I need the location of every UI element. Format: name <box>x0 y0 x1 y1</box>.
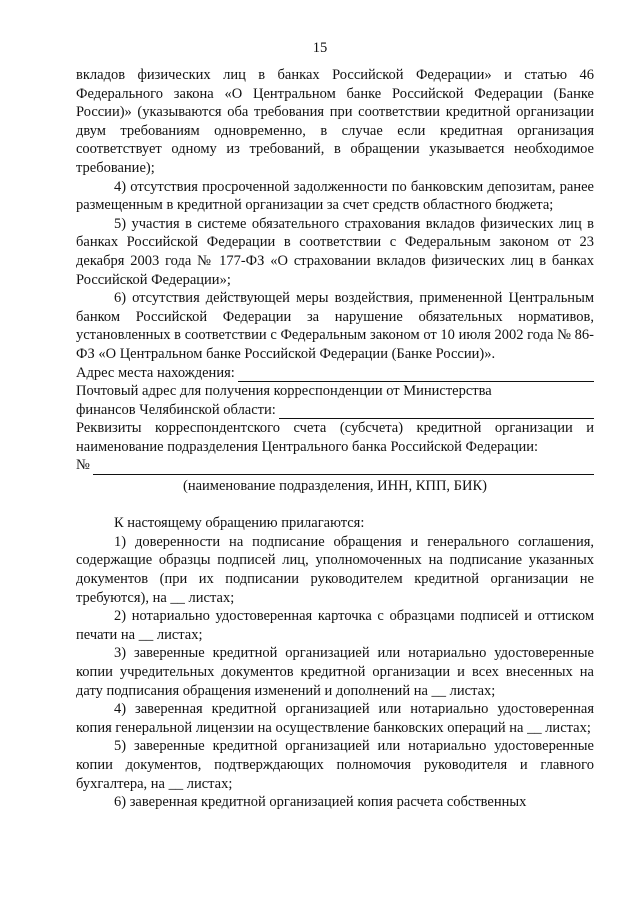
postal-address-field <box>76 401 594 420</box>
number-blank-line <box>93 461 594 475</box>
paragraph-continuation: вкладов физических лиц в банках Российской Федерации» и статью 46 Федерального закона «О Центральном банке Российской Федерации (Банке России)» (указываются оба требования при соответствии кредитной организации двум требованиям одновременно, в случае если кредитная организация соответствует одному из требований, в обращении указывается необходимое требование); <box>76 67 594 176</box>
attachment-item-5: 5) заверенные кредитной организацией или нотариально удостоверенные копии документов, подтверждающих полномочия руководителя и главного бухгалтера, на __ листах; <box>76 738 594 792</box>
number-caption: (наименование подразделения, ИНН, КПП, БИК) <box>183 478 487 495</box>
paragraph-item-6: 6) отсутствия действующей меры воздействия, примененной Центральным банком Российской Федерации за нарушение обязательных нормативов, установленных в соответствии с Федеральным законом от 10 июля 2002 года № 86-ФЗ «О Центральном банке Российской Федерации (Банке России)». <box>76 290 594 362</box>
attachment-item-1: 1) доверенности на подписание обращения и генерального соглашения, содержащие образцы подписей лиц, уполномоченных на подписание указанных документов (при их подписании руководителем кредитной организации не требуются), на __ листах; <box>76 533 594 606</box>
attachment-item-4: 4) заверенная кредитной организацией или нотариально удостоверенная копия генеральной лицензии на осуществление банковских операций на __ листах; <box>76 701 594 736</box>
address-label: Адрес места нахождения: <box>76 364 235 381</box>
paragraph-item-4: 4) отсутствия просроченной задолженности по банковским депозитам, ранее размещенным в кредитной организации за счет средств областного бюджета; <box>76 178 594 214</box>
attachment-item-2: 2) нотариально удостоверенная карточка с образцами подписей и оттиском печати на __ листах; <box>76 608 594 643</box>
attachment-item-6: 6) заверенная кредитной организацией копия расчета собственных <box>114 794 527 811</box>
spacer <box>76 496 594 515</box>
paragraph-item-5: 5) участия в системе обязательного страхования вкладов физических лиц в банках Российской Федерации в соответствии с Федеральным законом от 23 декабря 2003 года № 177-ФЗ «О страховании вкладов физических лиц в банках Российской Федерации»; <box>76 215 594 288</box>
postal-address-blank-line <box>279 405 594 419</box>
number-label: № <box>76 457 90 474</box>
number-field <box>76 456 594 475</box>
attachments-intro: К настоящему обращению прилагаются: <box>114 515 365 532</box>
document-body <box>76 66 594 812</box>
postal-address-text: Почтовый адрес для получения корреспонденции от Министерства <box>76 383 492 400</box>
address-blank-line <box>238 368 594 382</box>
requisites-text: Реквизиты корреспондентского счета (субсчета) кредитной организации и наименование подразделения Центрального банка Российской Федерации: <box>76 420 594 455</box>
address-field <box>76 364 594 383</box>
postal-address-label: финансов Челябинской области: <box>76 401 276 418</box>
page-number: 15 <box>312 40 328 56</box>
attachment-item-3: 3) заверенные кредитной организацией или нотариально удостоверенные копии учредительных документов кредитной организации и всех внесенных на дату подписания обращения изменений и дополнений на __ листах; <box>76 645 594 699</box>
